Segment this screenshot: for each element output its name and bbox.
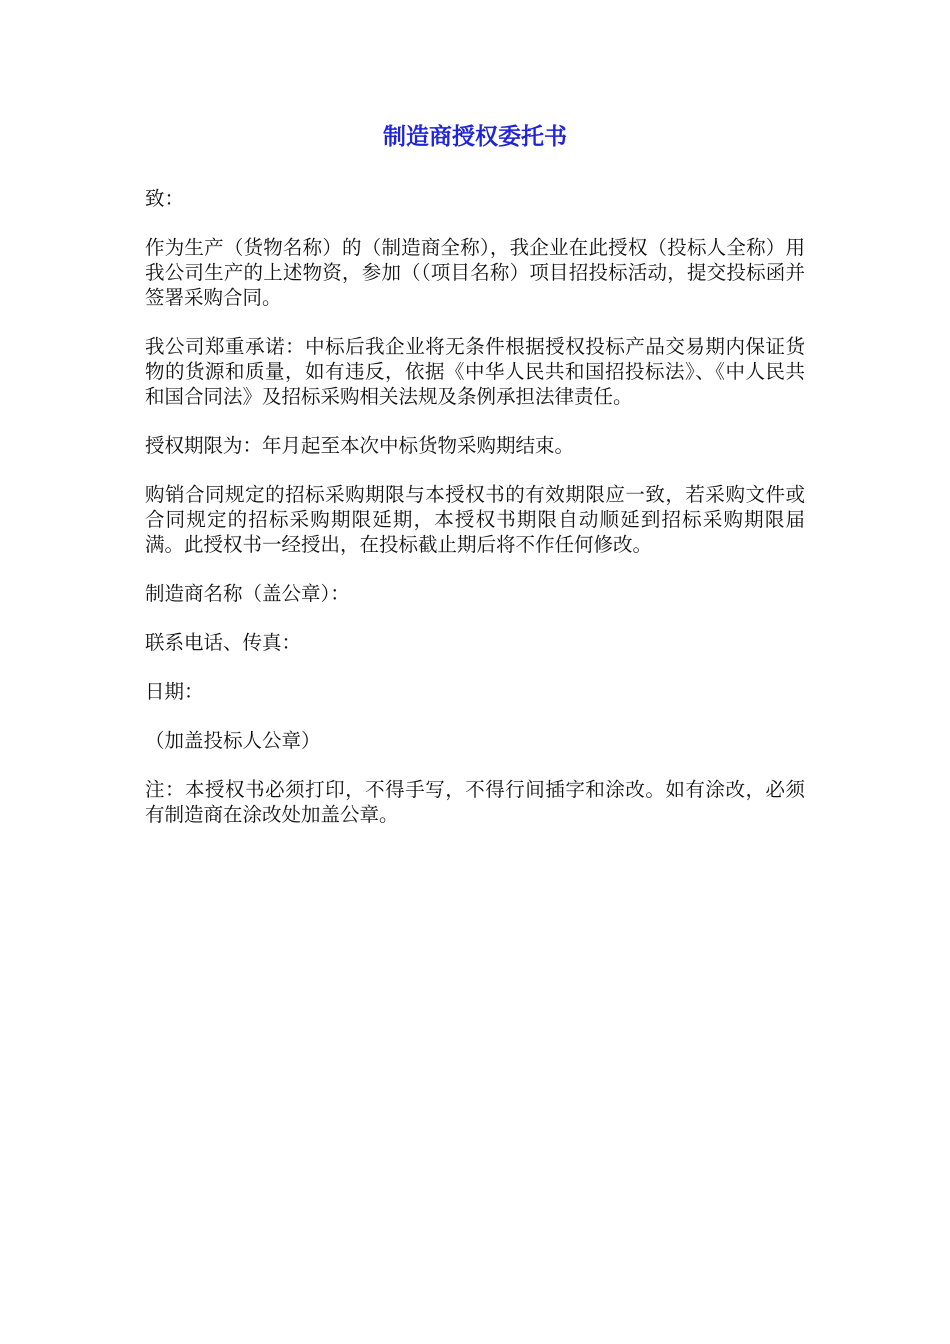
- paragraph-authorization: 作为生产（货物名称）的（制造商全称），我企业在此授权（投标人全称）用我公司生产的上述物资，参加（（项目名称）项目招投标活动，提交投标函并签署采购合同。: [145, 236, 805, 309]
- footnote: 注：本授权书必须打印，不得手写，不得行间插字和涂改。如有涂改，必须有制造商在涂改处加盖公章。: [145, 778, 805, 826]
- stamp-note: （加盖投标人公章）: [145, 729, 321, 752]
- paragraph-term: 授权期限为：年月起至本次中标货物采购期结束。: [145, 434, 575, 457]
- field-contact: 联系电话、传真：: [145, 631, 302, 654]
- field-date: 日期：: [145, 680, 204, 703]
- paragraph-validity: 购销合同规定的招标采购期限与本授权书的有效期限应一致，若采购文件或合同规定的招标采购期限延期，本授权书期限自动顺延到招标采购期限届满。此授权书一经授出，在投标截止期后将不作任何修改。: [145, 483, 805, 556]
- paragraph-commitment: 我公司郑重承诺：中标后我企业将无条件根据授权投标产品交易期内保证货物的货源和质量，如有违反，依据《中华人民共和国招投标法》、《中人民共和国合同法》及招标采购相关法规及条例承担法律责任。: [145, 335, 805, 408]
- document-title: 制造商授权委托书: [383, 124, 567, 150]
- field-manufacturer-name: 制造商名称（盖公章）：: [145, 582, 350, 605]
- document-body: [145, 186, 805, 851]
- greeting-line: 致：: [145, 187, 185, 210]
